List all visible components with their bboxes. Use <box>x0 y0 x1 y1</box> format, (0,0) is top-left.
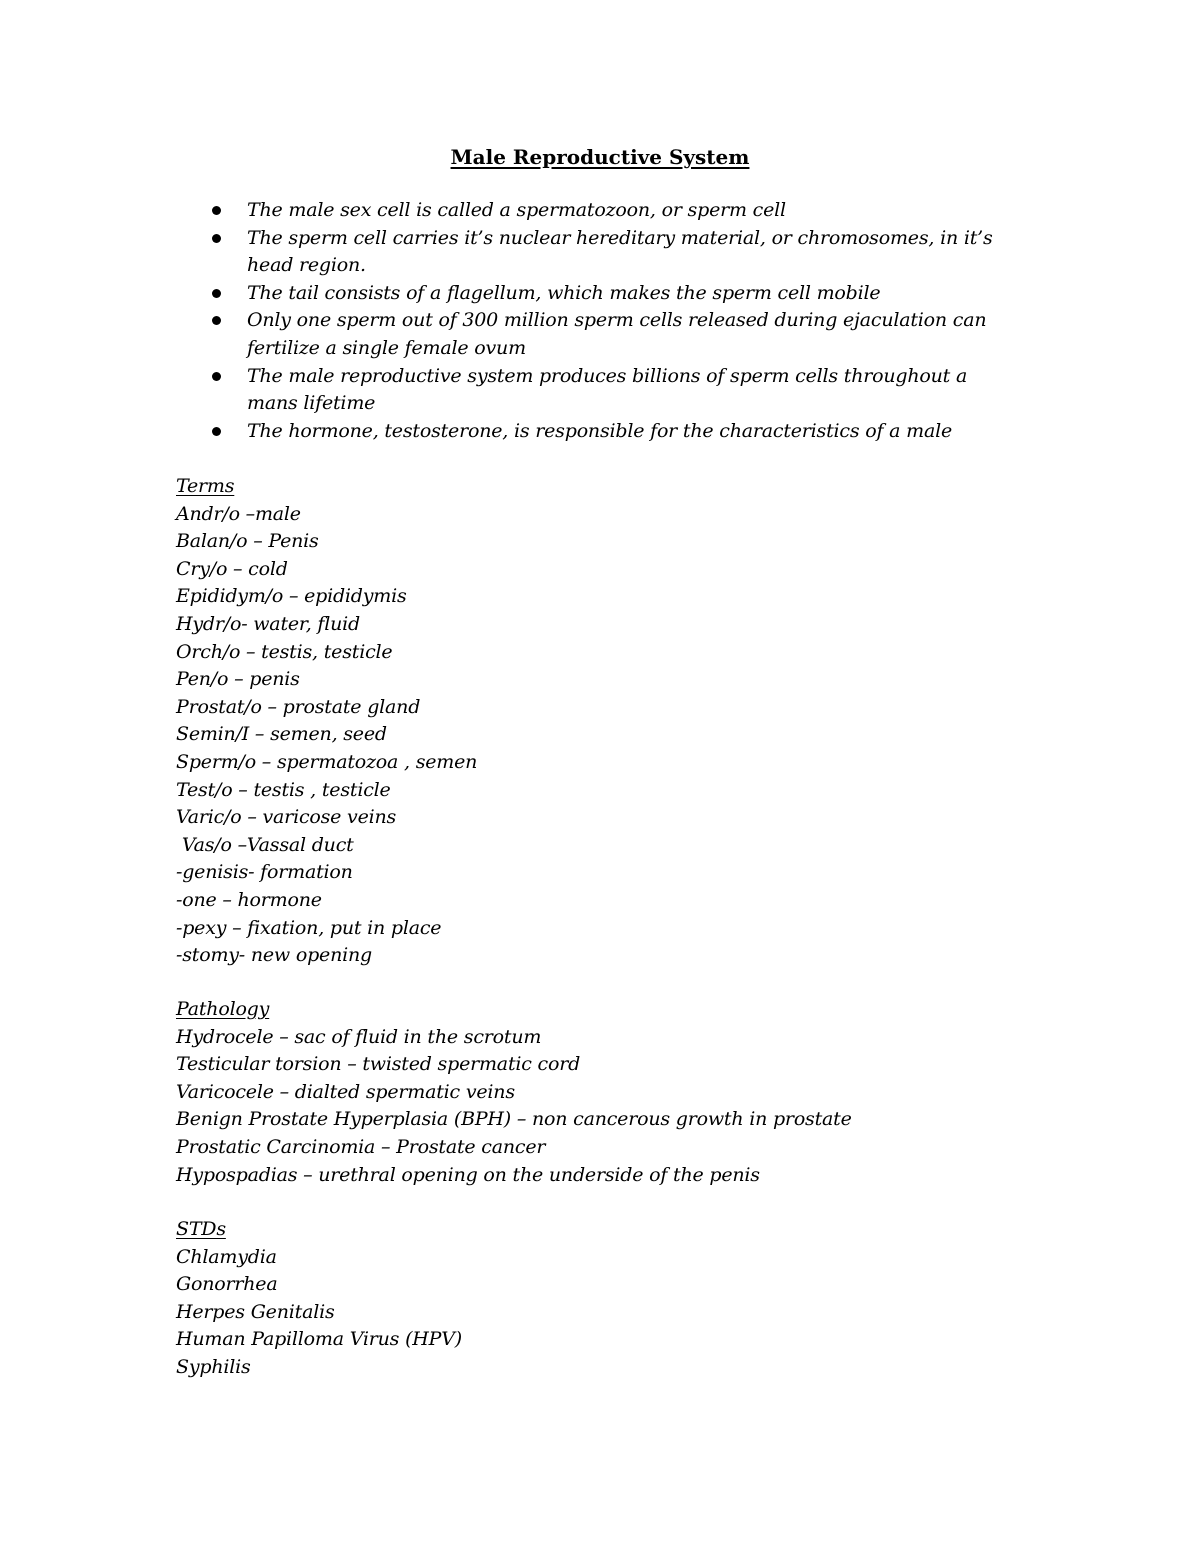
pathology-section <box>176 996 996 1189</box>
list-item <box>211 307 1011 362</box>
list-item-text: The tail consists of a flagellum, which makes the sperm cell mobile <box>247 281 881 304</box>
list-item-text: The hormone, testosterone, is responsible for the characteristics of a male <box>247 419 952 442</box>
std-item: Gonorrhea <box>176 1273 278 1296</box>
list-item-text: The male sex cell is called a spermatozoon, or sperm cell <box>247 199 786 221</box>
list-item <box>211 225 1011 280</box>
term-item: -genisis- formation <box>176 861 353 884</box>
term-item: Test/o – testis , testicle <box>176 778 391 801</box>
pathology-item: Prostatic Carcinomia – Prostate cancer <box>176 1135 546 1158</box>
list-item <box>211 363 1011 418</box>
std-item: Herpes Genitalis <box>176 1300 335 1323</box>
std-item: Chlamydia <box>176 1245 277 1268</box>
term-item: Vas/o –Vassal duct <box>176 833 354 856</box>
bullet-dot-icon <box>212 316 221 325</box>
term-item: -one – hormone <box>176 888 322 911</box>
list-item-text: The male reproductive system produces billions of sperm cells throughout a mans lifetime <box>247 364 968 415</box>
list-item <box>211 418 1011 446</box>
pathology-item: Hypospadias – urethral opening on the underside of the penis <box>176 1163 760 1186</box>
bullet-dot-icon <box>212 289 221 298</box>
bullet-dot-icon <box>212 206 221 215</box>
term-item: Epididym/o – epididymis <box>176 585 407 608</box>
term-item: Semin/I – semen, seed <box>176 723 387 746</box>
facts-list <box>211 197 1011 445</box>
term-item: Prostat/o – prostate gland <box>176 695 421 718</box>
term-item: Andr/o –male <box>176 502 301 525</box>
term-item: Cry/o – cold <box>176 557 288 580</box>
list-item-text: The sperm cell carries it’s nuclear hereditary material, or chromosomes, in it’s head region. <box>247 226 993 277</box>
term-item: Varic/o – varicose veins <box>176 806 397 829</box>
page-title: Male Reproductive System <box>450 145 750 169</box>
term-item: Hydr/o- water, fluid <box>176 612 360 635</box>
term-item: -stomy- new opening <box>176 944 372 967</box>
pathology-item: Varicocele – dialted spermatic veins <box>176 1080 515 1103</box>
term-item: Balan/o – Penis <box>176 530 319 553</box>
terms-section <box>176 473 996 970</box>
term-item: Pen/o – penis <box>176 668 300 691</box>
list-item <box>211 280 1011 308</box>
bullet-dot-icon <box>212 372 221 381</box>
bullet-dot-icon <box>212 234 221 243</box>
term-item: Orch/o – testis, testicle <box>176 640 393 663</box>
stds-section <box>176 1216 996 1382</box>
std-item: Human Papilloma Virus (HPV) <box>176 1328 462 1351</box>
pathology-item: Benign Prostate Hyperplasia (BPH) – non cancerous growth in prostate <box>176 1108 852 1131</box>
terms-heading: Terms <box>176 475 235 497</box>
stds-heading: STDs <box>176 1218 226 1240</box>
pathology-item: Hydrocele – sac of fluid in the scrotum <box>176 1025 542 1048</box>
list-item-text: Only one sperm out of 300 million sperm cells released during ejaculation can fertilize a single female ovum <box>247 309 987 359</box>
list-item <box>211 197 1011 225</box>
term-item: -pexy – fixation, put in place <box>176 916 442 939</box>
bullet-dot-icon <box>212 427 221 436</box>
pathology-heading: Pathology <box>176 998 270 1020</box>
pathology-item: Testicular torsion – twisted spermatic cord <box>176 1053 581 1076</box>
term-item: Sperm/o – spermatozoa , semen <box>176 750 478 773</box>
std-item: Syphilis <box>176 1355 251 1378</box>
